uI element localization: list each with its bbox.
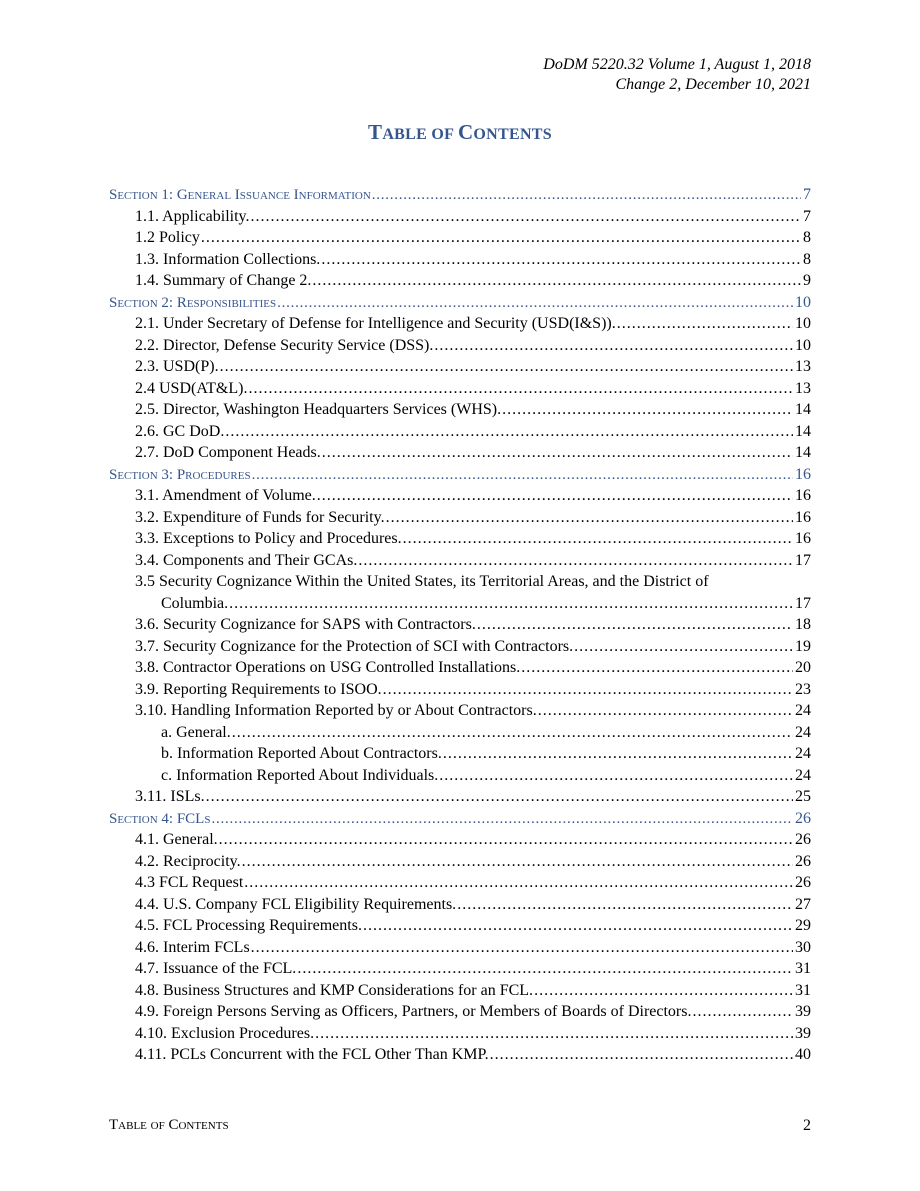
toc-page-number: 13 [795,379,811,397]
toc-dot-leader [242,851,793,873]
toc-entry-title: 1.1. Applicability. [135,207,250,225]
toc-entry-title: 3.8. Contractor Operations on USG Controlled Installations. [135,659,521,676]
toc-entry[interactable] [109,636,811,658]
toc-dot-leader [252,465,793,486]
toc-entry-title: 4.1. General. [135,831,218,848]
toc-page-number: 16 [795,508,811,526]
toc-page-number: 16 [795,530,811,547]
toc-dot-leader [219,829,793,851]
toc-dot-leader [251,937,793,959]
toc-section-entry[interactable] [109,808,811,830]
toc-page-number: 24 [795,723,811,741]
toc-dot-leader [372,185,801,206]
toc-entry-title: Section 2: Responsibilities [109,294,277,311]
toc-page-number: 14 [795,422,811,440]
toc-entry[interactable] [109,528,811,550]
toc-entry[interactable] [109,614,811,636]
toc-entry[interactable] [109,399,811,421]
toc-entry[interactable] [109,313,811,335]
toc-dot-leader [322,442,793,464]
toc-entry-title: 2.3. USD(P). [135,358,219,375]
toc-dot-leader [363,915,793,937]
toc-dot-leader [434,335,793,357]
toc-page-number: 10 [795,293,811,311]
toc-page-number: 26 [795,809,811,827]
toc-dot-leader [439,765,793,787]
toc-entry[interactable] [109,378,811,400]
toc-page-number: 9 [803,272,811,289]
toc-dot-leader [538,700,793,722]
toc-section-entry[interactable] [109,292,811,314]
toc-entry-title: 2.7. DoD Component Heads. [135,444,321,461]
toc-entry-title: 4.8. Business Structures and KMP Considerations for an FCL. [135,981,534,999]
toc-entry[interactable] [109,421,811,443]
toc-entry[interactable] [109,485,811,507]
toc-entry[interactable] [109,700,811,722]
toc-entry-title: 3.6. Security Cognizance for SAPS with Contractors. [135,616,476,633]
toc-dot-leader [383,679,793,701]
toc-entry[interactable] [109,937,811,959]
toc-page-number: 39 [795,1003,811,1020]
toc-dot-leader [251,206,801,228]
toc-entry[interactable] [109,872,811,894]
toc-section-entry[interactable] [109,184,811,206]
toc-page-number: 17 [795,551,811,569]
toc-entry-title: 4.2. Reciprocity. [135,852,241,870]
toc-entry-title: 3.11. ISLs. [135,788,205,805]
toc-dot-leader [443,743,793,765]
toc-dot-leader [386,507,793,529]
toc-dot-leader [232,722,793,744]
toc-dot-leader [206,786,793,808]
toc-page-number: 27 [795,895,811,913]
toc-page-number: 24 [795,745,811,762]
toc-page-number: 17 [795,594,811,612]
toc-entry-title: c. Information Reported About Individuals. [161,766,439,784]
toc-entry[interactable] [109,550,811,572]
document-header [543,55,811,95]
toc-dot-leader [457,894,793,916]
toc-section-entry[interactable] [109,464,811,486]
toc-entry[interactable] [109,335,811,357]
toc-entry[interactable] [109,980,811,1002]
toc-entry[interactable] [109,1023,811,1045]
toc-dot-leader [297,958,793,980]
toc-dot-leader [220,356,793,378]
toc-entry-wrapped[interactable]: 3.5 Security Cognizance Within the United States, its Territorial Areas, and the District of [135,573,709,590]
header-line-1: DoDM 5220.32 Volume 1, August 1, 2018 [543,56,811,73]
toc-page-number: 8 [803,229,811,246]
page-number: 2 [803,1117,811,1134]
toc-page-number: 14 [795,401,811,418]
toc-page-number: 8 [803,250,811,268]
toc-page-number: 29 [795,917,811,934]
toc-entry[interactable] [109,227,811,249]
toc-entry[interactable] [109,206,811,228]
toc-dot-leader [317,485,793,507]
toc-dot-leader [574,636,793,658]
toc-page-number: 39 [795,1024,811,1042]
toc-page-number: 19 [795,637,811,655]
toc-entry-title: Columbia. [161,594,229,612]
table-of-contents [109,184,811,1066]
toc-page-number: 16 [795,487,811,504]
toc-page-number: 26 [795,874,811,891]
footer-label: Table of Contents [109,1117,229,1133]
toc-entry-title: 1.3. Information Collections. [135,250,321,268]
toc-dot-leader [248,378,793,400]
toc-page-number: 10 [795,315,811,332]
toc-entry[interactable] [109,915,811,937]
toc-entry-title: b. Information Reported About Contractors. [161,745,442,762]
toc-entry-title: Section 4: FCLs [109,810,211,827]
toc-entry-title: 2.2. Director, Defense Security Service (DSS). [135,336,434,354]
toc-dot-leader [225,421,793,443]
page-footer [109,1117,811,1134]
toc-dot-leader [502,399,793,421]
toc-page-number: 24 [795,766,811,784]
toc-entry-title: 4.11. PCLs Concurrent with the FCL Other Than KMP. [135,1046,489,1063]
toc-page-number: 23 [795,680,811,698]
toc-entry[interactable] [109,356,811,378]
toc-entry-title: 4.4. U.S. Company FCL Eligibility Requirements. [135,895,457,913]
toc-entry-title: 4.6. Interim FCLs [135,938,250,956]
toc-dot-leader [617,313,793,335]
toc-dot-leader [244,872,793,894]
toc-entry-title: 3.10. Handling Information Reported by or About Contractors. [135,702,537,719]
toc-entry[interactable] [109,657,811,679]
toc-page-number: 40 [795,1046,811,1063]
toc-entry-title: 4.5. FCL Processing Requirements. [135,917,362,934]
toc-entry-title: 4.9. Foreign Persons Serving as Officers, Partners, or Members of Boards of Directors. [135,1003,692,1020]
toc-page-number: 14 [795,444,811,461]
toc-page-number: 7 [803,186,811,203]
page-title: TABLE OF CONTENTS [368,120,552,144]
toc-entry-title: 2.6. GC DoD. [135,422,225,440]
toc-dot-leader [321,249,801,271]
toc-dot-leader [277,293,793,314]
toc-entry[interactable] [109,1044,811,1066]
toc-dot-leader [403,528,793,550]
toc-page-number: 20 [795,659,811,676]
toc-entry[interactable] [109,786,811,808]
toc-dot-leader [315,1023,793,1045]
toc-entry[interactable] [109,249,811,271]
toc-entry-title: 3.3. Exceptions to Policy and Procedures. [135,530,402,547]
toc-page-number: 25 [795,788,811,805]
toc-dot-leader [201,227,801,249]
toc-page-number: 7 [803,207,811,225]
toc-entry-title: 4.7. Issuance of the FCL. [135,960,297,977]
toc-entry[interactable] [109,829,811,851]
toc-entry[interactable] [109,958,811,980]
toc-entry[interactable] [109,1001,811,1023]
toc-entry-title: 1.2 Policy [135,229,200,246]
toc-dot-leader [477,614,793,636]
toc-entry[interactable] [109,270,811,292]
toc-entry-title: 4.3 FCL Request [135,874,244,891]
toc-page-number: 10 [795,336,811,354]
toc-dot-leader [490,1044,793,1066]
toc-page-number: 26 [795,852,811,870]
toc-dot-leader [211,809,793,830]
toc-entry-title: 2.5. Director, Washington Headquarters Services (WHS). [135,401,502,418]
toc-entry-title: 2.4 USD(AT&L). [135,379,248,397]
toc-page-number: 13 [795,358,811,375]
toc-dot-leader [692,1001,793,1023]
toc-entry-title: 3.9. Reporting Requirements to ISOO. [135,680,382,698]
toc-entry-title: 1.4. Summary of Change 2. [135,272,312,289]
header-line-2: Change 2, December 10, 2021 [615,76,811,93]
toc-entry-title: Section 3: Procedures [109,466,251,483]
toc-entry[interactable] [109,722,811,744]
toc-entry[interactable] [109,894,811,916]
toc-dot-leader [358,550,793,572]
toc-dot-leader [534,980,793,1002]
toc-dot-leader [229,593,793,615]
toc-entry-title: 3.1. Amendment of Volume. [135,487,316,504]
toc-entry-title: 3.7. Security Cognizance for the Protection of SCI with Contractors. [135,637,574,655]
toc-entry[interactable] [109,593,811,615]
toc-entry-title: 3.2. Expenditure of Funds for Security. [135,508,385,526]
toc-entry-title: a. General. [161,723,231,741]
toc-dot-leader [521,657,793,679]
toc-entry-title: 4.10. Exclusion Procedures. [135,1024,315,1042]
toc-entry[interactable] [109,679,811,701]
toc-entry[interactable] [109,851,811,873]
toc-entry[interactable] [109,765,811,787]
toc-entry[interactable] [109,442,811,464]
toc-page-number: 31 [795,960,811,977]
toc-dot-leader [312,270,801,292]
toc-entry-title: Section 1: General Issuance Information [109,187,371,203]
toc-entry[interactable] [109,507,811,529]
toc-page-number: 18 [795,616,811,633]
toc-entry-title: 3.4. Components and Their GCAs. [135,551,358,569]
toc-page-number: 16 [795,465,811,483]
toc-entry[interactable] [109,743,811,765]
toc-page-number: 30 [795,938,811,956]
toc-page-number: 31 [795,981,811,999]
toc-page-number: 26 [795,831,811,848]
toc-page-number: 24 [795,702,811,719]
toc-entry-title: 2.1. Under Secretary of Defense for Intelligence and Security (USD(I&S)). [135,315,616,332]
